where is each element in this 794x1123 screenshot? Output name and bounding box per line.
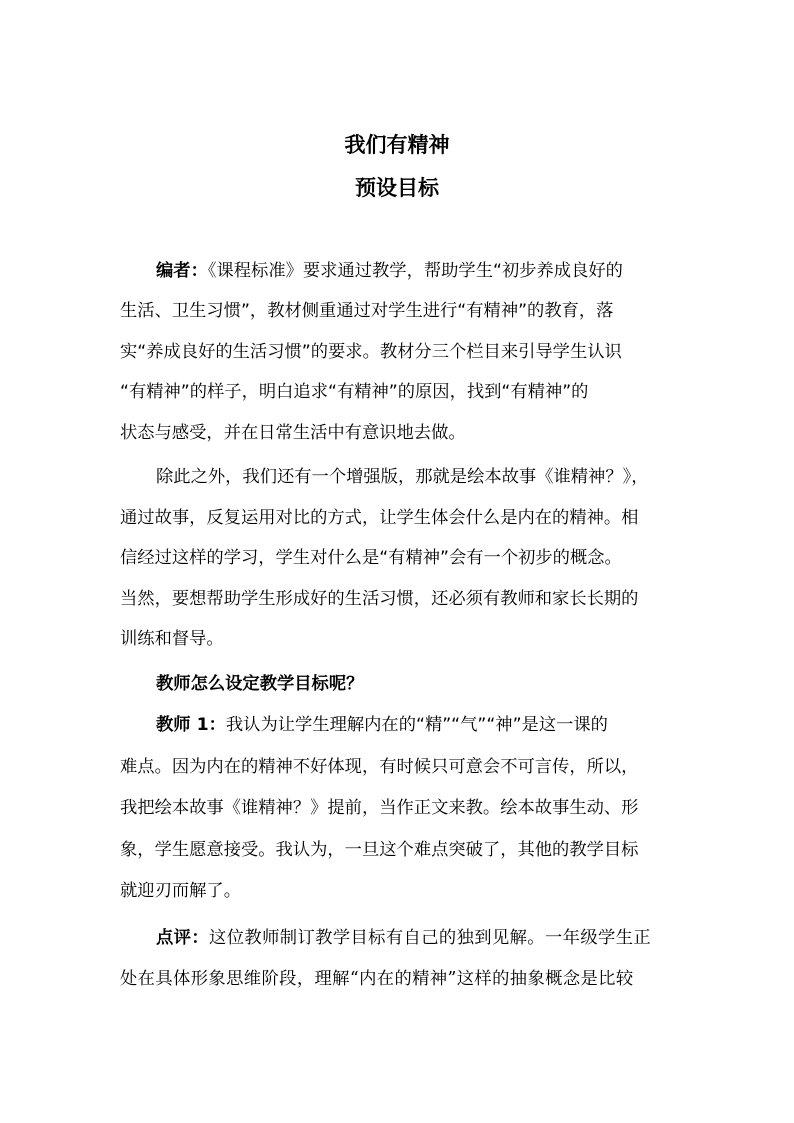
- para2-line-4: 当然，要想帮助学生形成好的生活习惯，还必须有教师和家长长期的: [120, 589, 639, 609]
- editor-line-3: 实“养成良好的生活习惯”的要求。教材分三个栏目来引导学生认识: [120, 342, 622, 362]
- document-subtitle: 预设目标: [355, 176, 439, 200]
- comment-text-1: 这位教师制订教学目标有自己的独到见解。一年级学生正: [209, 928, 652, 948]
- comment-label: 点评：: [156, 928, 210, 948]
- teacher1-label: 教师 1：: [156, 715, 226, 735]
- editor-line-2: 生活、卫生习惯”，教材侧重通过对学生进行“有精神”的教育，落: [120, 301, 614, 321]
- question-heading: 教师怎么设定教学目标呢？: [156, 674, 364, 694]
- editor-line-1: [156, 258, 623, 284]
- teacher1-text-1: 我认为让学生理解内在的“精”“气”“神”是这一课的: [225, 715, 608, 735]
- editor-label: 编者：: [156, 261, 208, 281]
- teacher1-line-1: [156, 712, 608, 738]
- teacher1-line-2: 难点。因为内在的精神不好体现，有时候只可意会不可言传，所以，: [120, 757, 639, 777]
- teacher1-line-3: 我把绘本故事《谁精神？》提前，当作正文来教。绘本故事生动、形: [120, 798, 639, 818]
- editor-line-5: 状态与感受，并在日常生活中有意识地去做。: [120, 423, 466, 443]
- editor-line-4: “有精神”的样子，明白追求“有精神”的原因，找到“有精神”的: [120, 382, 589, 402]
- para2-line-3: 信经过这样的学习，学生对什么是“有精神”会有一个初步的概念。: [120, 548, 622, 568]
- para2-line-1: 除此之外，我们还有一个增强版，那就是绘本故事《谁精神？》，: [156, 467, 649, 487]
- comment-line-1: [156, 925, 651, 951]
- editor-text-1: 《课程标准》要求通过教学，帮助学生“初步养成良好的: [207, 261, 623, 281]
- comment-line-2: 处在具体形象思维阶段，理解“内在的精神”这样的抽象概念是比较: [120, 969, 634, 989]
- teacher1-line-4: 象，学生愿意接受。我认为，一旦这个难点突破了，其他的教学目标: [120, 840, 639, 860]
- para2-line-2: 通过故事，反复运用对比的方式，让学生体会什么是内在的精神。相: [120, 508, 639, 528]
- para2-line-5: 训练和督导。: [120, 629, 224, 649]
- document-title: 我们有精神: [344, 133, 450, 157]
- teacher1-line-5: 就迎刃而解了。: [120, 881, 241, 901]
